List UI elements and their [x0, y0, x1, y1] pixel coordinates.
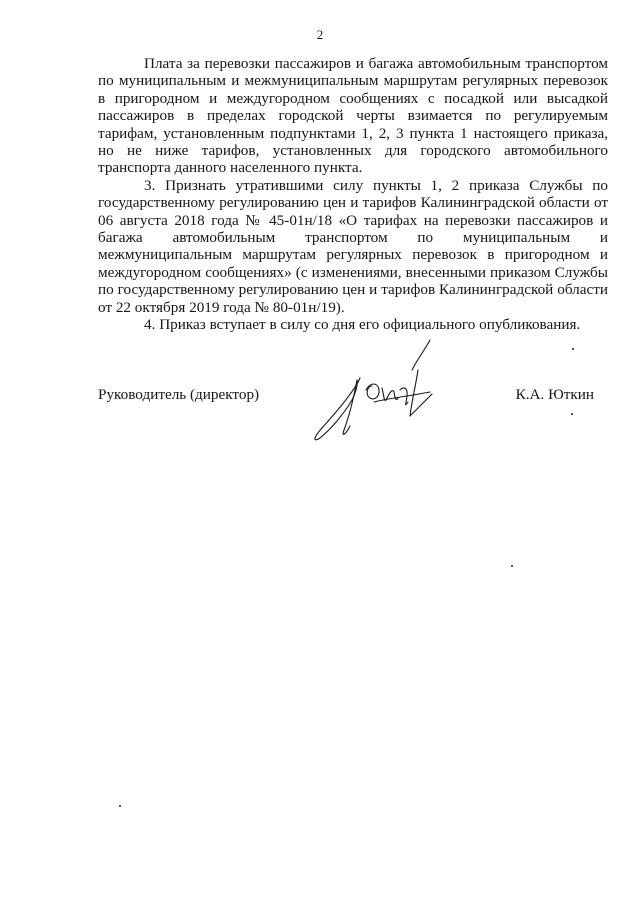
- handwritten-signature: [300, 330, 450, 450]
- paragraph-fare-rule: Плата за перевозки пассажиров и багажа автомобильным транспортом по муниципальным и межмуниципальным маршрутам регулярных перевозок в пригородном и междугородном сообщениях с посадкой или высадкой пассажиров в пределах городской черты взимается по регулируемым тарифам, установленным подпунктами 1, 2, 3 пункта 1 настоящего приказа, но не ниже тарифов, установленных для городского автомобильного транспорта данного населенного пункта.: [98, 55, 608, 177]
- scan-speck: [572, 348, 574, 350]
- paragraph-item-4: 4. Приказ вступает в силу со дня его официального опубликования.: [144, 316, 581, 334]
- paragraph-item-3: 3. Признать утратившими силу пункты 1, 2 приказа Службы по государственному регулированию цен и тарифов Калининградской области от 06 августа 2018 года № 45-01н/18 «О тарифах на перевозки пассажиров и багажа автомобильным транспортом по муниципальным и межмуниципальным маршрутам регулярных перевозок в пригородном и междугородном сообщениях» (с изменениями, внесенными приказом Службы по государственному регулированию цен и тарифов Калининградской области от 22 октября 2019 года № 80-01н/19).: [98, 176, 608, 316]
- signatory-title: Руководитель (директор): [98, 386, 260, 403]
- page-number: 2: [316, 27, 324, 42]
- document-body: [98, 55, 608, 334]
- scan-speck: [119, 805, 121, 807]
- scan-speck: [511, 565, 513, 567]
- scan-speck: [571, 413, 573, 415]
- signatory-name: К.А. Юткин: [515, 386, 594, 403]
